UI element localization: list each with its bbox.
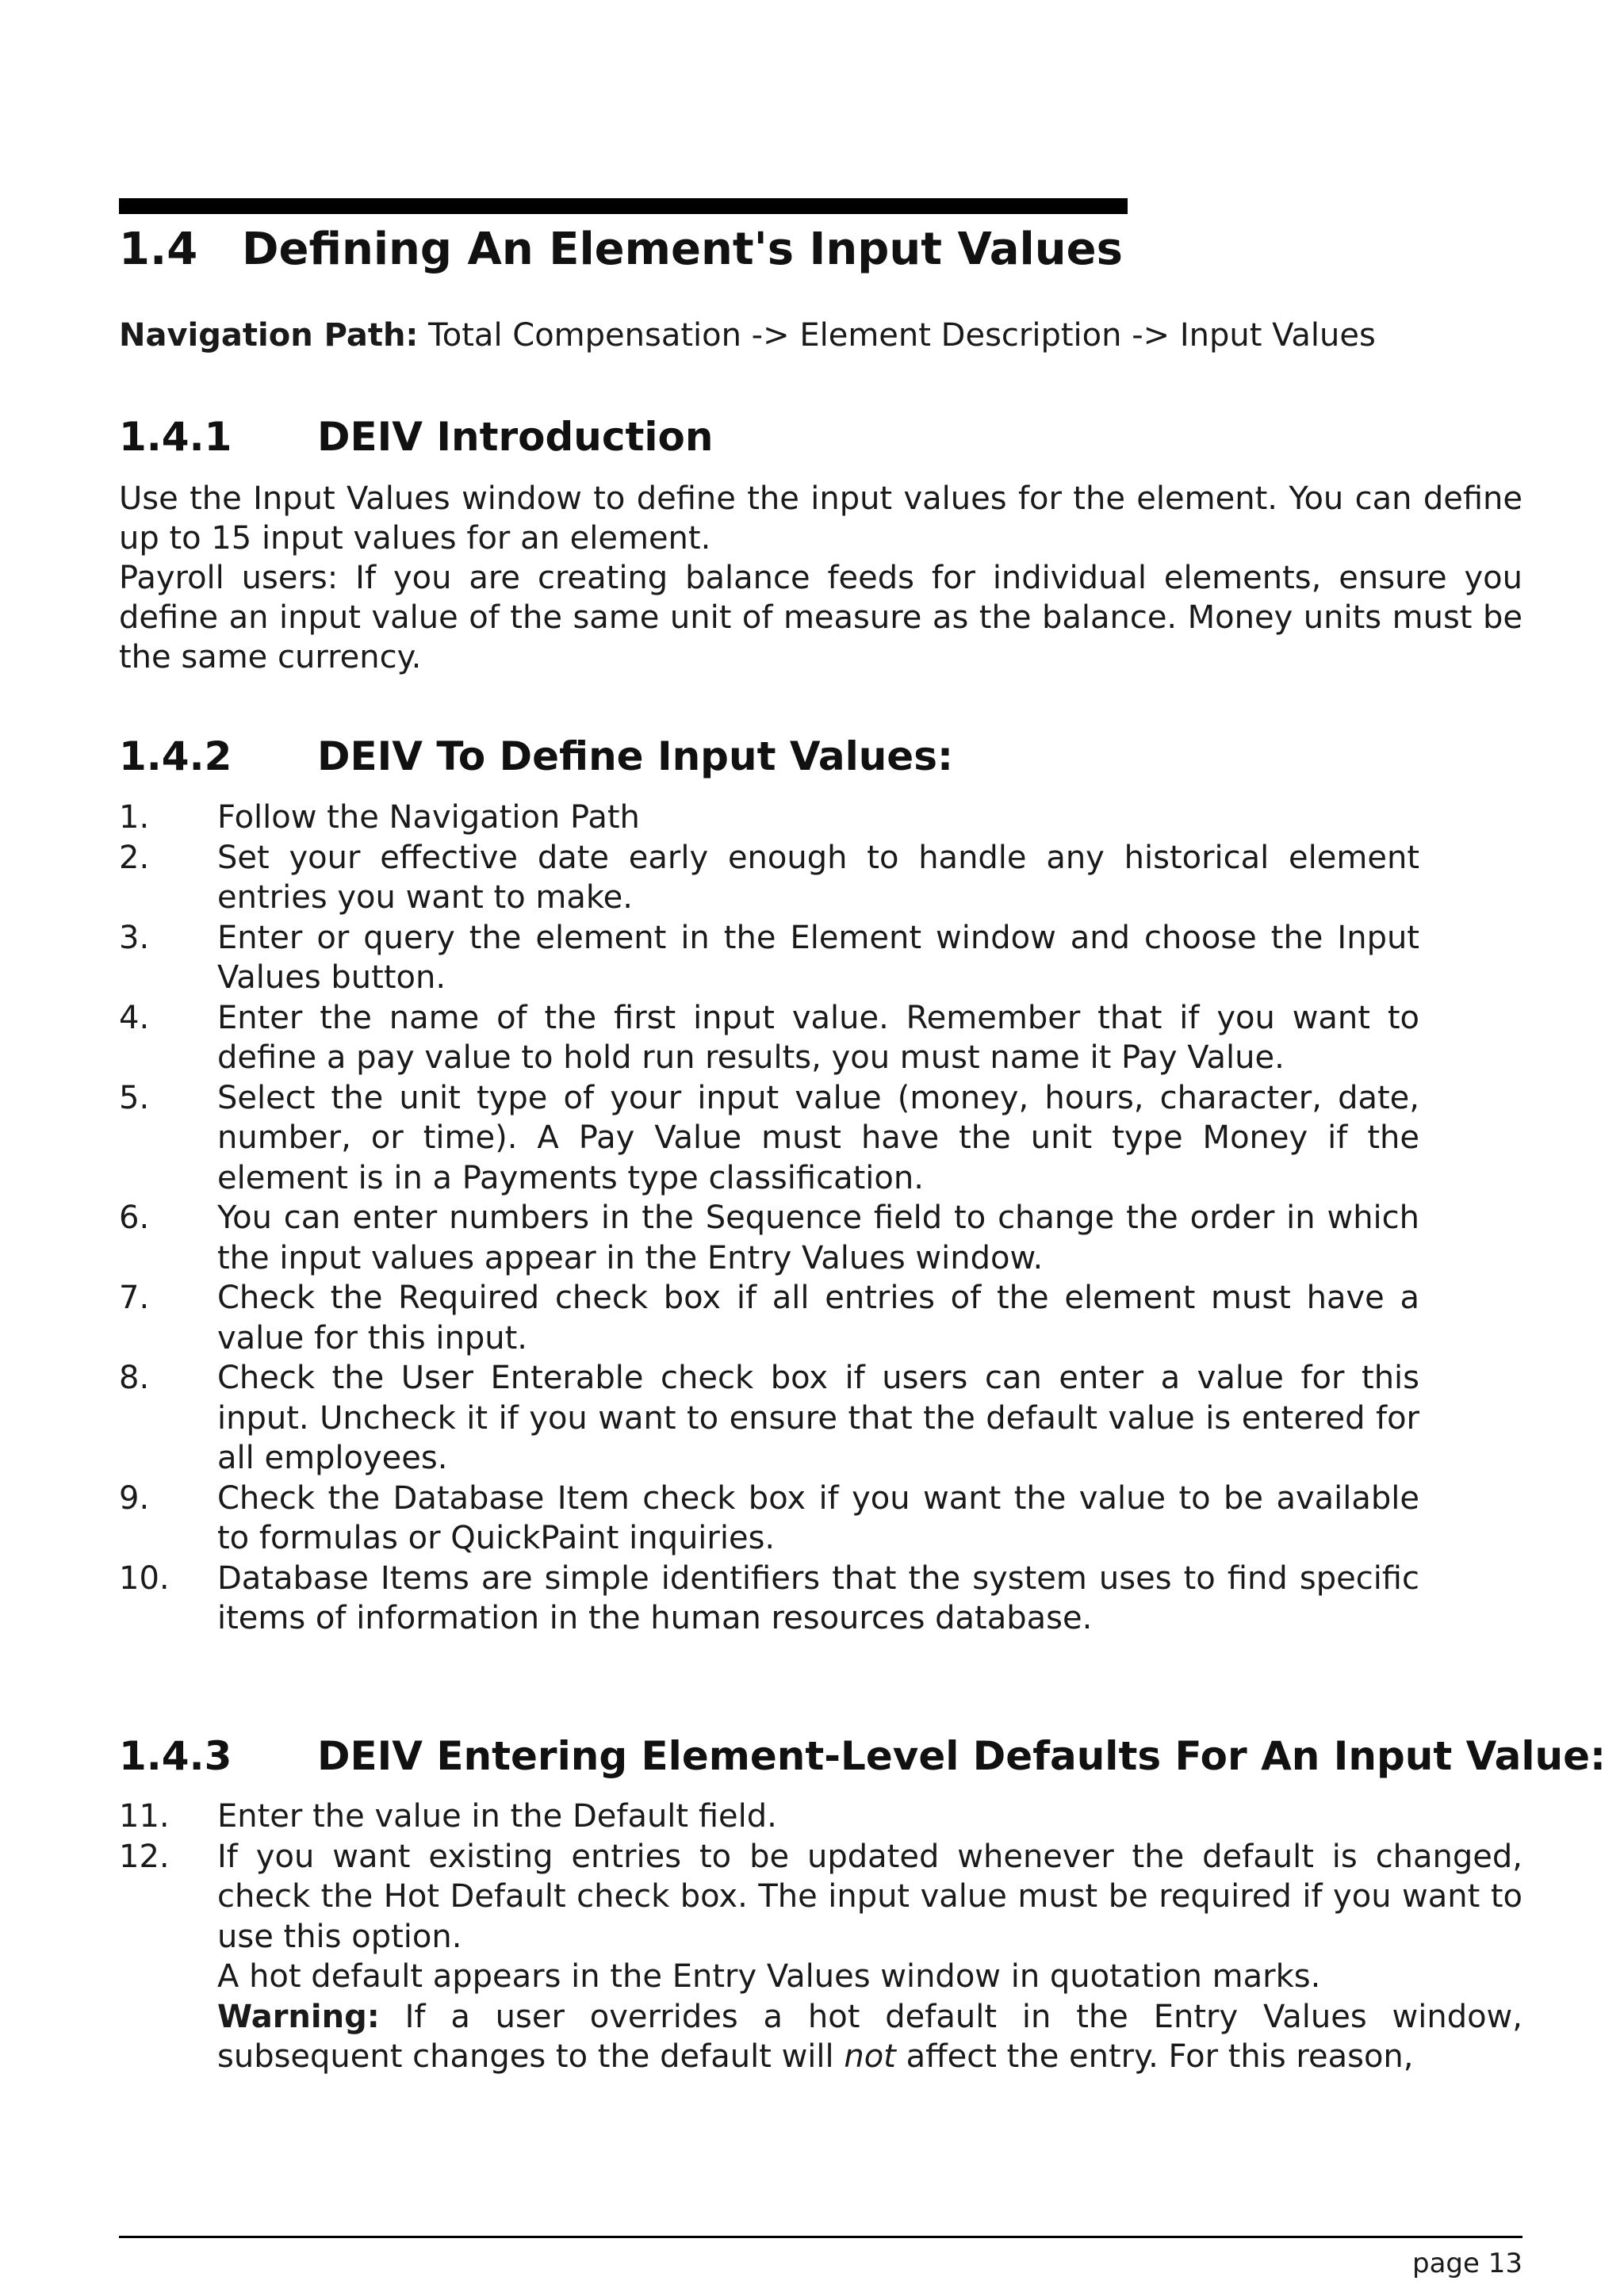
subsection-title: DEIV To Define Input Values: xyxy=(317,733,953,779)
subsection-heading-intro xyxy=(119,414,714,460)
warning-text-end: affect the entry. For this reason, xyxy=(906,2038,1414,2075)
step-text: Check the User Enterable check box if users can enter a value for this input. Uncheck it if you want to ensure that the default value is entered for all employees. xyxy=(217,1360,1419,1476)
list-item xyxy=(119,998,1419,1078)
defaults-steps-list xyxy=(119,1797,1522,2077)
navigation-path-text: Total Compensation -> Element Description -> Input Values xyxy=(428,317,1376,354)
step-number: 11. xyxy=(119,1798,170,1835)
list-item xyxy=(119,918,1419,998)
list-item xyxy=(119,1559,1419,1639)
step-number: 1. xyxy=(119,799,150,836)
list-item xyxy=(119,1479,1419,1559)
list-item xyxy=(119,798,1419,838)
list-item xyxy=(119,1198,1419,1278)
step-number: 12. xyxy=(119,1838,170,1875)
list-item xyxy=(119,1278,1419,1358)
subsection-title: DEIV Entering Element-Level Defaults For An Input Value: xyxy=(317,1733,1606,1779)
step-text: Follow the Navigation Path xyxy=(217,799,640,836)
navigation-label: Navigation Path: xyxy=(119,317,419,354)
subsection-number: 1.4.1 xyxy=(119,414,232,460)
step-text: Enter the value in the Default field. xyxy=(217,1798,777,1835)
list-item xyxy=(119,1797,1522,1837)
define-steps-list xyxy=(119,798,1419,1639)
warning-emphasis: not xyxy=(844,2038,896,2075)
hot-default-note: A hot default appears in the Entry Values window in quotation marks. xyxy=(217,1958,1321,1995)
step-text: Enter the name of the first input value. Remember that if you want to define a pay value to hold run results, you must name it Pay Value. xyxy=(217,999,1419,1076)
warning-note xyxy=(217,1997,1522,2077)
top-rule xyxy=(119,198,1128,214)
subsection-title: DEIV Introduction xyxy=(317,414,714,460)
step-number: 3. xyxy=(119,919,150,956)
subsection-heading-defaults xyxy=(119,1733,1606,1779)
navigation-path xyxy=(119,317,1376,354)
subsection-heading-define xyxy=(119,733,953,779)
warning-text: If a user overrides a hot default in the Entry Values window, subsequent changes to the default will xyxy=(217,1998,1522,2075)
step-number: 5. xyxy=(119,1079,150,1116)
step-number: 8. xyxy=(119,1360,150,1396)
step-number: 4. xyxy=(119,999,150,1036)
step-text: Database Items are simple identifiers that the system uses to find specific items of information in the human resources database. xyxy=(217,1559,1419,1636)
intro-paragraphs xyxy=(119,479,1522,677)
section-title-text: Defining An Element's Input Values xyxy=(242,224,1123,275)
section-title xyxy=(119,224,1123,275)
step-text: Check the Required check box if all entries of the element must have a value for this input. xyxy=(217,1280,1419,1357)
step-number: 7. xyxy=(119,1280,150,1316)
section-number: 1.4 xyxy=(119,224,198,275)
list-item xyxy=(119,1078,1419,1199)
page-number: page 13 xyxy=(1412,2248,1522,2279)
list-item xyxy=(119,1358,1419,1479)
step-text: Set your effective date early enough to handle any historical element entries you want to make. xyxy=(217,839,1419,916)
step-number: 6. xyxy=(119,1200,150,1236)
intro-paragraph: Payroll users: If you are creating balance feeds for individual elements, ensure you define an input value of the same unit of measure as the balance. Money units must be the same currency. xyxy=(119,560,1522,675)
subsection-number: 1.4.2 xyxy=(119,733,232,779)
subsection-number: 1.4.3 xyxy=(119,1733,232,1779)
step-text: You can enter numbers in the Sequence field to change the order in which the input values appear in the Entry Values window. xyxy=(217,1200,1419,1276)
step-text: If you want existing entries to be updated whenever the default is changed, check the Hot Default check box. The input value must be required if you want to use this option. xyxy=(217,1838,1522,1955)
list-item xyxy=(119,838,1419,918)
list-item xyxy=(119,1837,1522,2077)
step-text: Enter or query the element in the Element window and choose the Input Values button. xyxy=(217,919,1419,996)
step-number: 10. xyxy=(119,1559,170,1597)
intro-paragraph: Use the Input Values window to define the input values for the element. You can define up to 15 input values for an element. xyxy=(119,480,1522,557)
footer-rule xyxy=(119,2236,1522,2238)
warning-label: Warning: xyxy=(217,1998,380,2035)
step-text: Check the Database Item check box if you want the value to be available to formulas or QuickPaint inquiries. xyxy=(217,1479,1419,1556)
step-text: Select the unit type of your input value (money, hours, character, date, number, or time). A Pay Value must have the unit type Money if the element is in a Payments type classification. xyxy=(217,1079,1419,1196)
step-number: 2. xyxy=(119,839,150,876)
step-number: 9. xyxy=(119,1479,150,1517)
